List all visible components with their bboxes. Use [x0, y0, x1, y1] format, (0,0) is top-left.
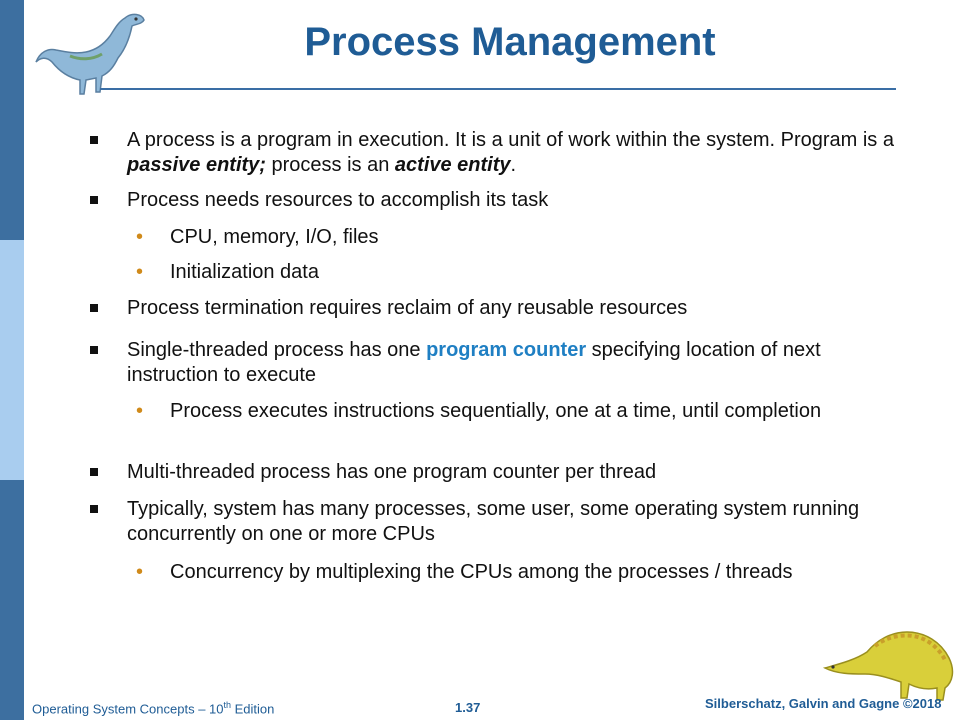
- bullet-item: [127, 296, 897, 321]
- footer-book-title: [32, 700, 274, 716]
- bullet-item: [127, 460, 897, 485]
- text-run: Single-threaded process has one: [127, 339, 427, 361]
- bullet-text: Process executes instructions sequentially, one at a time, until completion: [170, 400, 822, 422]
- square-bullet-icon: [90, 505, 98, 513]
- square-bullet-icon: [90, 136, 98, 144]
- dot-bullet-icon: •: [136, 261, 144, 283]
- side-bar-top: [0, 0, 24, 240]
- footer-edition-superscript: th: [223, 700, 232, 710]
- dot-bullet-icon: •: [136, 226, 144, 248]
- bullet-text: Process needs resources to accomplish its task: [127, 189, 549, 211]
- slide-title: Process Management: [304, 20, 716, 64]
- bullet-text: Typically, system has many processes, some user, some operating system running concurrently on one or more CPUs: [127, 498, 860, 545]
- sub-bullet-item: [136, 225, 870, 250]
- dot-bullet-icon: •: [136, 400, 144, 422]
- emphasis-program-counter: program counter: [426, 339, 587, 361]
- title-divider: [100, 88, 896, 90]
- bullet-item: [127, 128, 897, 178]
- dinosaur-icon: [30, 6, 155, 98]
- footer-authors: Silberschatz, Galvin and Gagne ©2018: [705, 696, 942, 711]
- dinosaur-icon: [815, 618, 960, 708]
- emphasis-passive-entity: passive entity;: [127, 154, 266, 176]
- square-bullet-icon: [90, 304, 98, 312]
- bullet-text: CPU, memory, I/O, files: [170, 226, 379, 248]
- bullet-item: [127, 497, 897, 547]
- bullet-text: Process termination requires reclaim of any reusable resources: [127, 297, 688, 319]
- side-bar-bottom: [0, 480, 24, 720]
- bullet-text: Concurrency by multiplexing the CPUs among the processes / threads: [170, 561, 793, 583]
- text-run: .: [510, 154, 517, 176]
- footer-edition-suffix: Edition: [231, 701, 275, 717]
- sub-bullet-item: [136, 560, 870, 585]
- square-bullet-icon: [90, 468, 98, 476]
- emphasis-active-entity: active entity: [394, 154, 511, 176]
- bullet-item: [127, 338, 897, 388]
- bullet-item: [127, 188, 897, 213]
- sub-bullet-item: [136, 399, 870, 424]
- side-bar-middle: [0, 240, 24, 480]
- bullet-text: [127, 338, 897, 388]
- footer-book-title-text: Operating System Concepts – 10: [32, 701, 224, 717]
- bullet-text: Initialization data: [170, 261, 319, 283]
- bullet-text: [127, 128, 897, 178]
- square-bullet-icon: [90, 346, 98, 354]
- sub-bullet-item: [136, 260, 870, 285]
- text-run: process is an: [265, 154, 395, 176]
- text-run: specifying location of next instruction to execute: [127, 339, 821, 386]
- dot-bullet-icon: •: [136, 561, 144, 583]
- square-bullet-icon: [90, 196, 98, 204]
- text-run: A process is a program in execution. It is a unit of work within the system. Program is a: [127, 129, 894, 151]
- footer-page-number: 1.37: [455, 700, 481, 715]
- bullet-text: Multi-threaded process has one program counter per thread: [127, 461, 657, 483]
